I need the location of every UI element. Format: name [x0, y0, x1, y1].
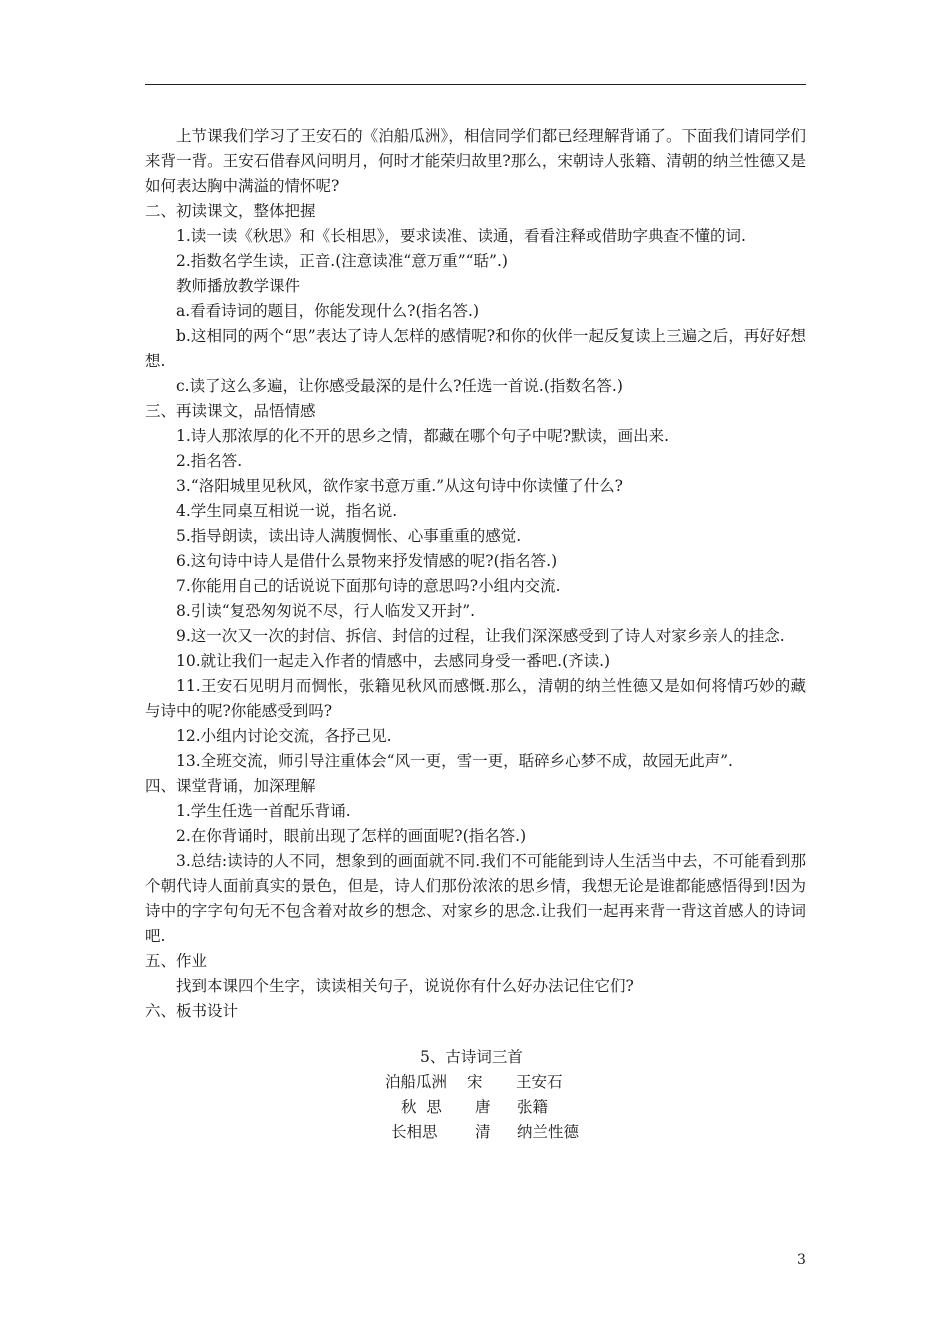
list-item: 教师播放教学课件 [176, 277, 301, 295]
list-item: a.看看诗词的题目，你能发现什么?(指名答.) [176, 302, 480, 320]
board-poem: 长相思 [391, 1123, 438, 1141]
board-row [145, 1070, 806, 1095]
section-heading-2: 二、初读课文，整体把握 [145, 202, 316, 220]
board-title: 5、古诗词三首 [420, 1048, 523, 1066]
board-poem: 泊船瓜洲 [385, 1073, 448, 1091]
section-heading-6: 六、板书设计 [145, 1002, 239, 1020]
list-item: 4.学生同桌互相说一说，指名说. [176, 502, 398, 520]
list-item: 13.全班交流，师引导注重体会“风一更，雪一更，聒碎乡心梦不成，故园无此声”. [176, 752, 733, 770]
list-item: 2.指名答. [176, 452, 243, 470]
page-number: 3 [797, 1252, 806, 1268]
list-item: b.这相同的两个“思”表达了诗人怎样的感情呢?和你的伙伴一起反复读上三遍之后，再好好想想. [145, 327, 806, 370]
board-dynasty: 唐 [475, 1098, 491, 1116]
board-poem: 秋 思 [401, 1098, 442, 1116]
list-item: 2.指数名学生读，正音.(注意读准“意万重”“聒”.) [176, 252, 508, 270]
homework-text: 找到本课四个生字，读读相关句子，说说你有什么好办法记住它们? [176, 977, 634, 995]
board-dynasty: 宋 [467, 1073, 483, 1091]
list-item: 3.总结:读诗的人不同，想象到的画面就不同.我们不可能能到诗人生活当中去，不可能看到那个朝代诗人面前真实的景色，但是，诗人们那份浓浓的思乡情，我想无论是谁都能感悟得到!因为诗中的字字句句无不包含着对故乡的想念、对家乡的思念.让我们一起再来背一背这首感人的诗词吧. [145, 852, 806, 945]
section-heading-4: 四、课堂背诵，加深理解 [145, 777, 316, 795]
board-title-row [145, 1045, 806, 1070]
board-row [145, 1120, 806, 1145]
list-item: 10.就让我们一起走入作者的情感中，去感同身受一番吧.(齐读.) [176, 652, 611, 670]
list-item: 6.这句诗中诗人是借什么景物来抒发情感的呢?(指名答.) [176, 552, 558, 570]
board-row [145, 1095, 806, 1120]
header-rule [145, 84, 806, 85]
list-item: c.读了这么多遍，让你感受最深的是什么?任选一首说.(指数名答.) [176, 377, 623, 395]
list-item: 3.“洛阳城里见秋风，欲作家书意万重.”从这句诗中你读懂了什么? [176, 477, 623, 495]
board-author: 张籍 [517, 1098, 549, 1116]
list-item: 2.在你背诵时，眼前出现了怎样的画面呢?(指名答.) [176, 827, 527, 845]
list-item: 9.这一次又一次的封信、拆信、封信的过程，让我们深深感受到了诗人对家乡亲人的挂念. [176, 627, 785, 645]
board-author: 王安石 [516, 1073, 563, 1091]
board-dynasty: 清 [475, 1123, 491, 1141]
list-item: 5.指导朗读，读出诗人满腹惆怅、心事重重的感觉. [176, 527, 522, 545]
list-item: 12.小组内讨论交流，各抒己见. [176, 727, 392, 745]
board-design [145, 1045, 806, 1145]
list-item: 1.学生任选一首配乐背诵. [176, 802, 351, 820]
board-author: 纳兰性德 [517, 1123, 580, 1141]
list-item: 1.诗人那浓厚的化不开的思乡之情，都藏在哪个句子中呢?默读，画出来. [176, 427, 670, 445]
section-heading-3: 三、再读课文，品悟情感 [145, 402, 316, 420]
document-body [145, 124, 806, 1024]
list-item: 1.读一读《秋思》和《长相思》，要求读准、读通，看看注释或借助字典查不懂的词. [176, 227, 746, 245]
intro-paragraph: 上节课我们学习了王安石的《泊船瓜洲》，相信同学们都已经理解背诵了。下面我们请同学们来背一背。王安石借春风问明月，何时才能荣归故里?那么，宋朝诗人张籍、清朝的纳兰性德又是如何表达胸中满溢的情怀呢? [145, 127, 806, 195]
list-item: 11.王安石见明月而惆怅，张籍见秋风而感慨.那么，清朝的纳兰性德又是如何将情巧妙的藏与诗中的呢?你能感受到吗? [145, 677, 806, 720]
section-heading-5: 五、作业 [145, 952, 208, 970]
list-item: 7.你能用自己的话说说下面那句诗的意思吗?小组内交流. [176, 577, 561, 595]
list-item: 8.引读“复恐匆匆说不尽，行人临发又开封”. [176, 602, 476, 620]
